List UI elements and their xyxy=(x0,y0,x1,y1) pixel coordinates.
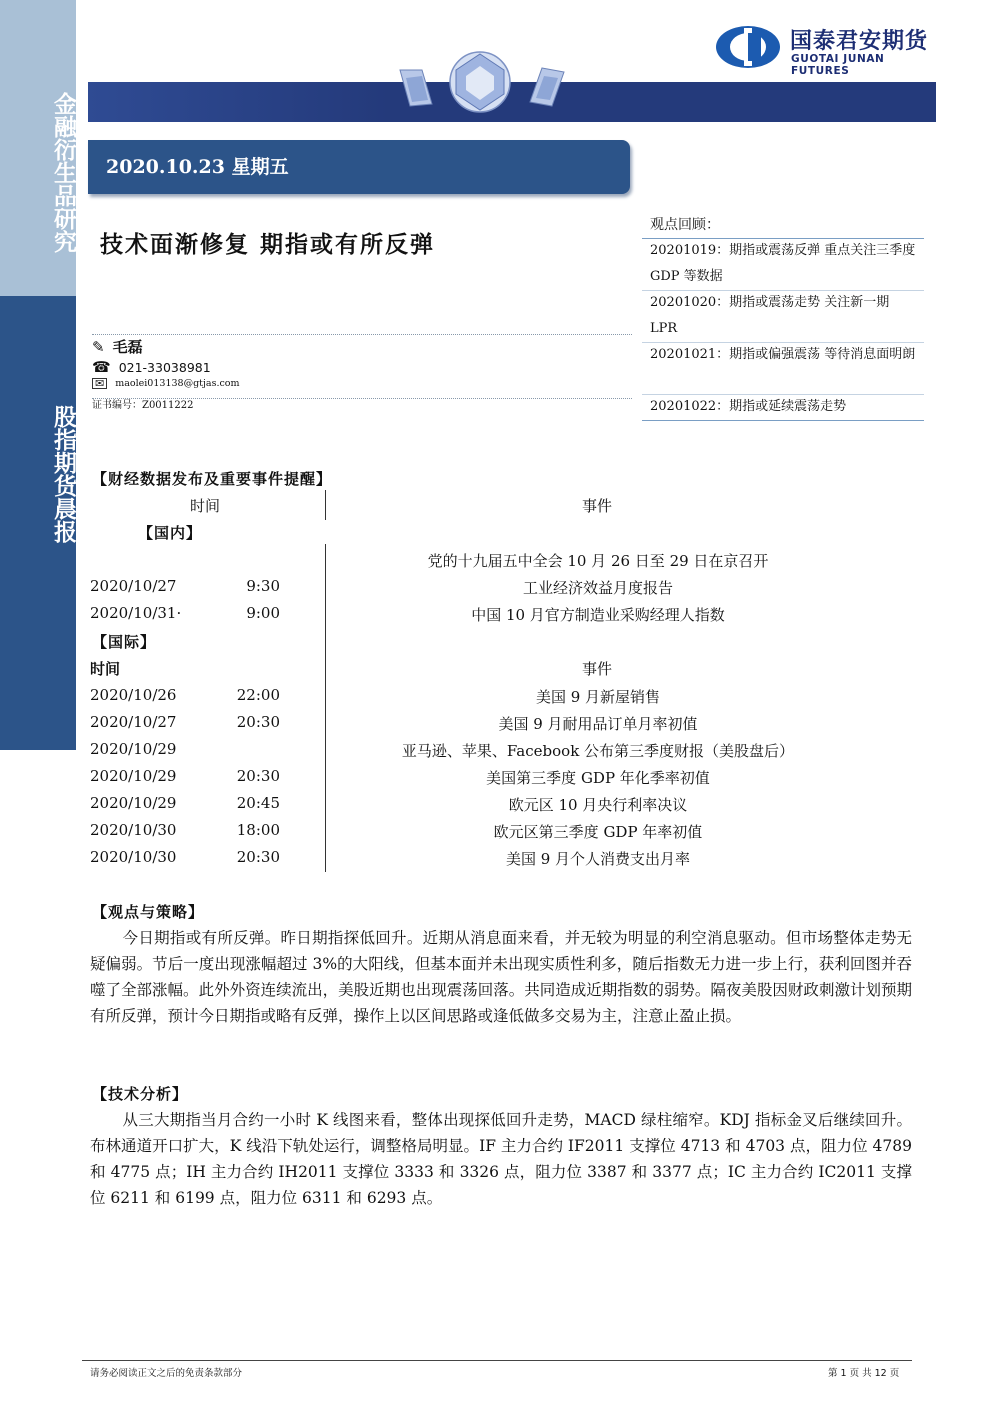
event-name: 美国 9 月耐用品订单月率初值 xyxy=(498,715,698,733)
page-title: 技术面渐修复 期指或有所反弹 xyxy=(100,232,436,258)
calendar-row xyxy=(90,794,910,821)
review-title: 观点回顾： xyxy=(650,217,720,233)
technical-paragraph: 从三大期指当月合约一小时 K 线图来看，整体出现探低回升走势，MACD 绿柱缩窄。KDJ 指标金叉后继续回升。布林通道开口扩大，K 线沿下轨处运行，调整格局明显。IF 主力合约 IF2011 支撑位 4713 和 4703 点，阻力位 4789 和 4775 点；IH 主力合约 IH2011 支撑位 3333 和 3326 点，阻力位 3387 和 3377 点；IC 主力合约 IC2011 支撑位 6211 和 6199 点，阻力位 6311 和 6293 点。 xyxy=(90,1111,912,1207)
calendar-row xyxy=(90,713,910,740)
author-phone: 021-33038981 xyxy=(118,359,211,375)
sidebar-section-report xyxy=(0,296,76,750)
logo-icon xyxy=(714,24,782,70)
event-date: 2020/10/31· xyxy=(90,604,182,622)
column-divider xyxy=(325,490,326,520)
calendar-row xyxy=(90,821,910,848)
event-date: 2020/10/27 xyxy=(90,713,177,731)
event-name: 欧元区 10 月央行利率决议 xyxy=(508,796,688,814)
event-date: 2020/10/30 xyxy=(90,848,177,866)
company-logo xyxy=(714,22,936,77)
date-box xyxy=(88,140,630,194)
event-name: 美国第三季度 GDP 年化季率初值 xyxy=(486,769,710,787)
intl-header-time: 时间 xyxy=(90,660,121,678)
event-name: 美国 9 月个人消费支出月率 xyxy=(505,850,691,868)
event-date: 2020/10/26 xyxy=(90,686,177,704)
divider xyxy=(92,334,632,335)
calendar-row xyxy=(90,740,910,767)
event-name: 党的十九届五中全会 10 月 26 日至 29 日在京召开 xyxy=(427,552,769,570)
event-name: 中国 10 月官方制造业采购经理人指数 xyxy=(471,606,725,624)
review-item: 20201022：期指或延续震荡走势 xyxy=(650,399,847,414)
strategy-paragraph: 今日期指或有所反弹。昨日期指探低回升。近期从消息面来看，并无较为明显的利空消息驱动。但市场整体走势无疑偏弱。节后一度出现涨幅超过 3%的大阳线，但基本面并未出现实质性利多，随后指数无力进一步上行，获利回图并吞噬了全部涨幅。此外外资连续流出，美股近期也出现震荡回落。共同造成近期指数的弱势。隔夜美股因财政刺激计划预期有所反弹，预计今日期指或略有反弹，操作上以区间思路或逢低做多交易为主，注意止盈止损。 xyxy=(90,929,912,1025)
calendar-row xyxy=(90,848,910,875)
sidebar-section-derivatives xyxy=(0,0,76,296)
event-time: 20:30 xyxy=(236,767,280,785)
event-date: 2020/10/29 xyxy=(90,740,177,758)
event-time: 9:30 xyxy=(246,577,280,595)
event-name: 工业经济效益月度报告 xyxy=(522,579,673,597)
strategy-title: 【观点与策略】 xyxy=(92,903,205,921)
disclaimer-notice: 请务必阅读正文之后的免责条款部分 xyxy=(90,1368,243,1379)
intl-header-event: 事件 xyxy=(582,660,613,678)
author-phone-row xyxy=(92,358,211,376)
event-time: 9:00 xyxy=(246,604,280,622)
event-name: 亚马逊、苹果、Facebook 公布第三季度财报（美股盘后） xyxy=(401,742,795,760)
author-name: 毛磊 xyxy=(112,338,143,356)
calendar-row xyxy=(90,550,910,577)
report-date: 2020.10.23 星期五 xyxy=(106,156,289,178)
calendar-title: 【财经数据发布及重要事件提醒】 xyxy=(92,470,333,488)
intl-label: 【国际】 xyxy=(92,633,157,651)
event-time: 18:00 xyxy=(236,821,280,839)
review-item: 20201019：期指或震荡反弹 重点关注三季度 GDP 等数据 xyxy=(650,243,916,284)
page-number: 第 1 页 共 12 页 xyxy=(828,1368,900,1379)
event-date: 2020/10/30 xyxy=(90,821,177,839)
divider xyxy=(642,420,924,421)
diamond-graphic xyxy=(392,48,572,124)
event-time: 20:30 xyxy=(236,848,280,866)
mail-icon: ✉ xyxy=(92,378,107,389)
event-name: 欧元区第三季度 GDP 年率初值 xyxy=(493,823,703,841)
calendar-header-event: 事件 xyxy=(582,497,613,515)
event-date: 2020/10/29 xyxy=(90,767,177,785)
calendar-row xyxy=(90,604,910,631)
sidebar-bottom-label: 股指期货晨报 xyxy=(50,405,76,543)
review-item: 20201020：期指或震荡走势 关注新一期 LPR xyxy=(650,295,890,336)
domestic-label: 【国内】 xyxy=(138,524,203,542)
pen-icon: ✎ xyxy=(92,337,105,356)
event-time: 20:30 xyxy=(236,713,280,731)
author-name-row xyxy=(92,336,143,357)
event-time: 20:45 xyxy=(236,794,280,812)
author-email-row xyxy=(92,378,240,389)
author-email[interactable]: maolei013138@gtjas.com xyxy=(115,378,240,389)
technical-title: 【技术分析】 xyxy=(92,1085,189,1103)
calendar-row xyxy=(90,577,910,604)
event-time: 22:00 xyxy=(236,686,280,704)
event-date: 2020/10/27 xyxy=(90,577,177,595)
review-item: 20201021：期指或偏强震荡 等待消息面明朗 xyxy=(650,347,916,362)
calendar-row xyxy=(90,767,910,794)
logo-text-cn: 国泰君安期货 xyxy=(790,29,929,54)
sidebar-top-label: 金融衍生品研究 xyxy=(50,91,76,253)
phone-icon: ☎ xyxy=(92,358,111,376)
footer-divider xyxy=(82,1360,912,1361)
header-banner-accent xyxy=(88,82,388,122)
event-date: 2020/10/29 xyxy=(90,794,177,812)
calendar-header-time: 时间 xyxy=(190,497,221,515)
author-cert: 证书编号：Z0011222 xyxy=(92,400,194,411)
logo-text-en: GUOTAI JUNAN FUTURES xyxy=(791,53,885,77)
event-name: 美国 9 月新屋销售 xyxy=(535,688,661,706)
calendar-row xyxy=(90,686,910,713)
